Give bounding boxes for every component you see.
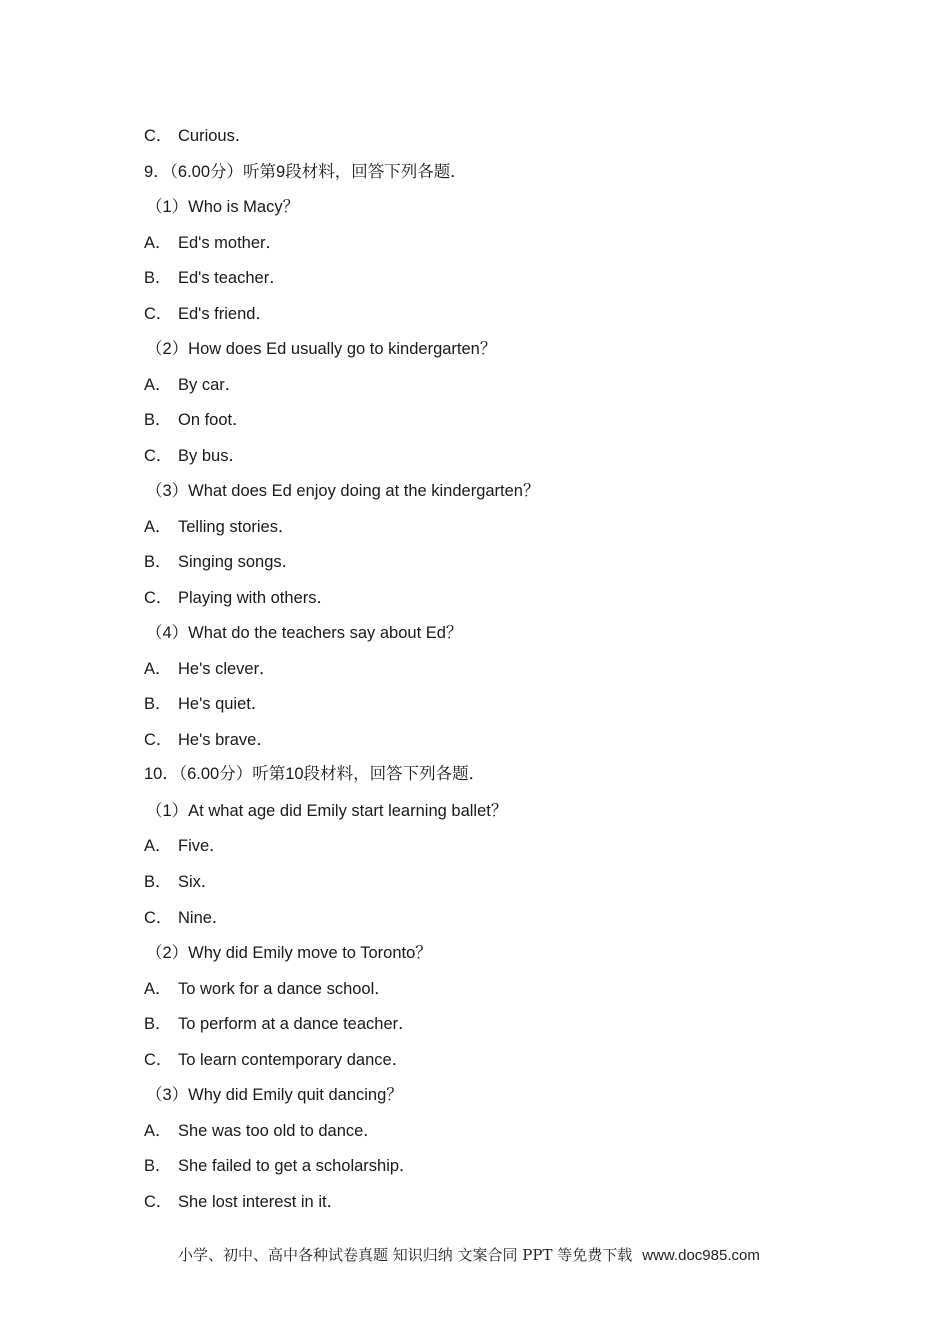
- option-text: Six．: [178, 873, 218, 891]
- option-c: [144, 908, 228, 928]
- option-text: Nine．: [178, 909, 229, 927]
- option-letter: C．: [144, 127, 173, 145]
- option-text: She failed to get a scholarship．: [178, 1157, 416, 1175]
- option-text: Ed's friend．: [178, 305, 272, 323]
- option-c: [144, 1050, 408, 1070]
- option-text: By car．: [178, 376, 242, 394]
- option-b: [144, 268, 286, 288]
- option-text: Ed's teacher．: [178, 269, 286, 287]
- question-9-2-prompt: （2）How does Ed usually go to kindergarten？: [146, 340, 497, 358]
- option-text: He's quiet．: [178, 695, 268, 713]
- option-text: She lost interest in it．: [178, 1193, 344, 1211]
- option-text: On foot．: [178, 411, 249, 429]
- question-10-1-prompt: （1）At what age did Emily start learning ballet？: [146, 802, 508, 820]
- option-letter: A．: [144, 1122, 172, 1140]
- option-text: Telling stories．: [178, 518, 295, 536]
- footer-url-link[interactable]: www.doc985.com: [642, 1247, 760, 1264]
- option-b: [144, 410, 249, 430]
- option-a: [144, 979, 391, 999]
- option-text: He's brave．: [178, 731, 273, 749]
- option-letter: C．: [144, 1051, 173, 1069]
- option-b: [144, 694, 267, 714]
- option-letter: A．: [144, 980, 172, 998]
- option-c: [144, 126, 251, 146]
- option-letter: B．: [144, 873, 172, 891]
- option-b: [144, 872, 217, 892]
- option-a: [144, 375, 241, 395]
- option-text: He's clever．: [178, 660, 276, 678]
- option-letter: B．: [144, 269, 172, 287]
- option-text: Ed's mother．: [178, 234, 283, 252]
- option-text: Five．: [178, 837, 226, 855]
- option-letter: C．: [144, 589, 173, 607]
- option-c: [144, 1192, 343, 1212]
- option-letter: C．: [144, 305, 173, 323]
- option-text: Singing songs．: [178, 553, 299, 571]
- question-9-1-prompt: （1）Who is Macy？: [146, 198, 300, 216]
- option-b: [144, 1156, 416, 1176]
- option-text: By bus．: [178, 447, 245, 465]
- option-c: [144, 304, 272, 324]
- question-9-3-prompt: （3）What does Ed enjoy doing at the kindergarten？: [146, 482, 540, 500]
- option-c: [144, 588, 333, 608]
- option-letter: C．: [144, 731, 173, 749]
- option-letter: A．: [144, 837, 172, 855]
- option-letter: C．: [144, 1193, 173, 1211]
- option-letter: A．: [144, 660, 172, 678]
- option-c: [144, 446, 245, 466]
- option-a: [144, 517, 294, 537]
- option-letter: B．: [144, 1015, 172, 1033]
- option-a: [144, 836, 226, 856]
- option-text: Playing with others．: [178, 589, 333, 607]
- option-letter: B．: [144, 553, 172, 571]
- option-a: [144, 659, 276, 679]
- footer-text: 小学、初中、高中各种试卷真题 知识归纳 文案合同 PPT 等免费下载: [178, 1246, 633, 1264]
- option-text: Curious．: [178, 127, 252, 145]
- option-letter: C．: [144, 447, 173, 465]
- option-letter: B．: [144, 695, 172, 713]
- option-b: [144, 1014, 415, 1034]
- option-letter: C．: [144, 909, 173, 927]
- option-letter: A．: [144, 234, 172, 252]
- option-letter: B．: [144, 1157, 172, 1175]
- question-10-header: 10．（6.00分）听第10段材料，回答下列各题．: [144, 765, 486, 783]
- option-text: To perform at a dance teacher．: [178, 1015, 415, 1033]
- option-b: [144, 552, 298, 572]
- question-9-header: 9．（6.00分）听第9段材料，回答下列各题．: [144, 163, 467, 181]
- option-text: She was too old to dance．: [178, 1122, 380, 1140]
- page-footer: [178, 1245, 760, 1266]
- option-text: To learn contemporary dance．: [178, 1051, 409, 1069]
- option-a: [144, 1121, 380, 1141]
- question-10-2-prompt: （2）Why did Emily move to Toronto？: [146, 944, 432, 962]
- question-10-3-prompt: （3）Why did Emily quit dancing？: [146, 1086, 403, 1104]
- option-a: [144, 233, 282, 253]
- question-9-4-prompt: （4）What do the teachers say about Ed？: [146, 624, 463, 642]
- option-text: To work for a dance school．: [178, 980, 391, 998]
- option-c: [144, 730, 273, 750]
- option-letter: A．: [144, 518, 172, 536]
- option-letter: A．: [144, 376, 172, 394]
- option-letter: B．: [144, 411, 172, 429]
